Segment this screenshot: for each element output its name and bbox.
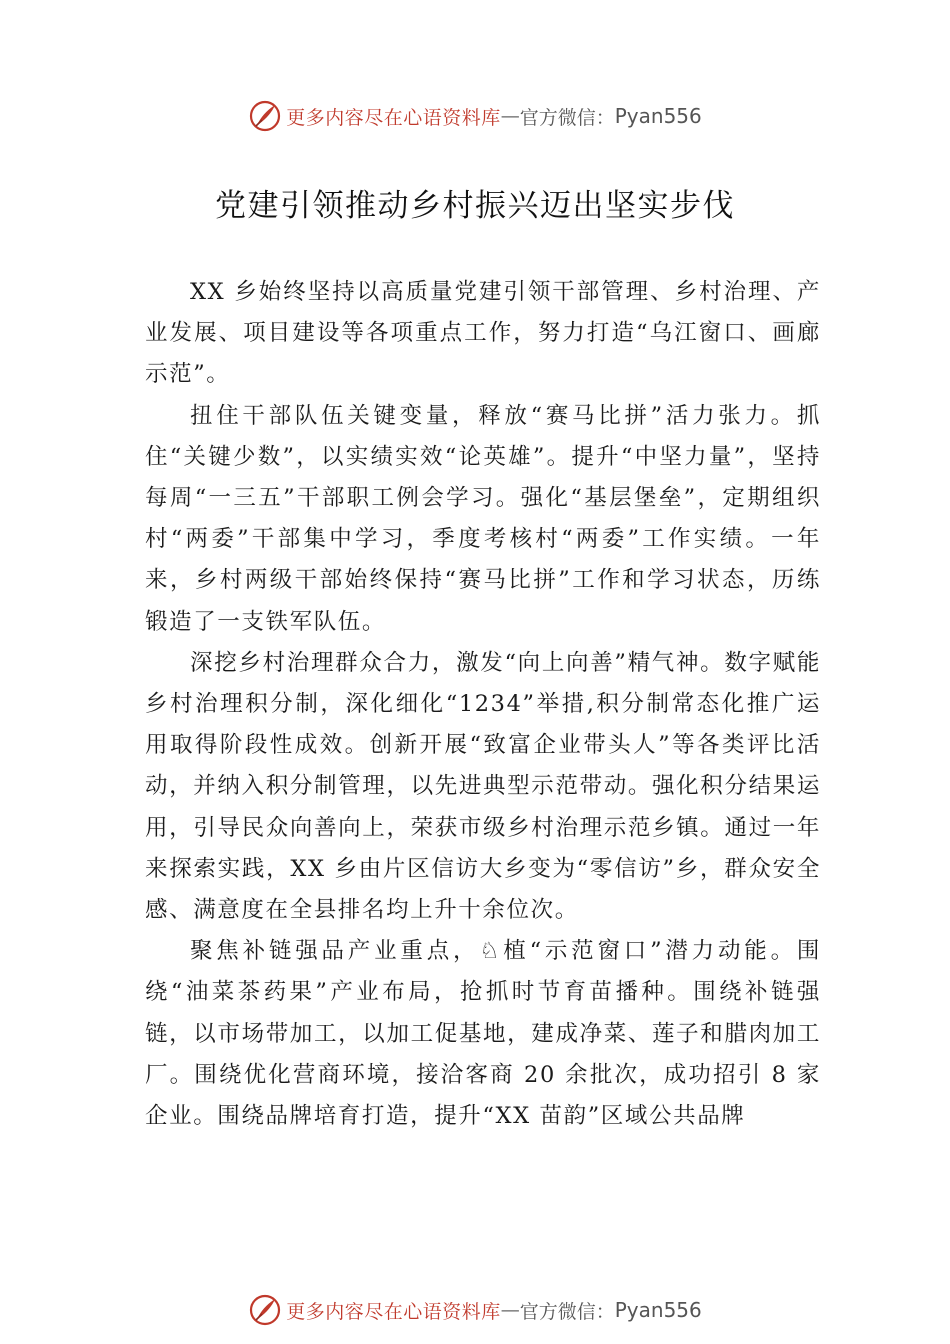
quill-pen-logo-icon: [248, 1293, 282, 1327]
banner-wechat-label: 官方微信：: [519, 106, 615, 129]
banner-wechat-id: Pyan556: [614, 104, 702, 128]
footer-banner: [0, 1290, 950, 1330]
paragraph-cadres: 扭住干部队伍关键变量，释放“赛马比拼”活力张力。抓住“关键少数”，以实绩实效“论英雄”。提升“中坚力量”，坚持每周“一三五”干部职工例会学习。强化“基层堡垒”，定期组织村“两委”干部集中学习，季度考核村“两委”工作实绩。一年来，乡村两级干部始终保持“赛马比拼”工作和学习状态，历练锻造了一支铁军队伍。: [145, 402, 821, 635]
footer-wechat-id: Pyan556: [614, 1298, 702, 1322]
footer-wechat-label: 官方微信：: [519, 1300, 615, 1323]
document-body: [145, 272, 821, 1137]
footer-brand-text: 更多内容尽在心语资料库: [286, 1300, 501, 1323]
document-title: 党建引领推动乡村振兴迈出坚实步伐: [215, 188, 735, 224]
quill-pen-logo-icon: [248, 99, 282, 133]
header-banner: [0, 96, 950, 136]
footer-separator: —: [500, 1299, 520, 1321]
banner-separator: —: [500, 105, 520, 127]
banner-brand-text: 更多内容尽在心语资料库: [286, 106, 501, 129]
paragraph-intro: XX 乡始终坚持以高质量党建引领干部管理、乡村治理、产业发展、项目建设等各项重点工作，努力打造“乌江窗口、画廊示范”。: [145, 279, 821, 388]
paragraph-industry: 聚焦补链强品产业重点，♘植“示范窗口”潜力动能。围绕“油菜茶药果”产业布局，抢抓时节育苗播种。围绕补链强链，以市场带加工，以加工促基地，建成净菜、莲子和腊肉加工厂。围绕优化营商环境，接洽客商 20 余批次，成功招引 8 家企业。围绕品牌培育打造，提升“XX 苗韵”区域公共品牌: [145, 938, 821, 1130]
paragraph-governance: 深挖乡村治理群众合力，激发“向上向善”精气神。数字赋能乡村治理积分制，深化细化“1234”举措,积分制常态化推广运用取得阶段性成效。创新开展“致富企业带头人”等各类评比活动，并纳入积分制管理，以先进典型示范带动。强化积分结果运用，引导民众向善向上，荣获市级乡村治理示范乡镇。通过一年来探索实践，XX 乡由片区信访大乡变为“零信访”乡，群众安全感、满意度在全县排名均上升十余位次。: [145, 649, 821, 924]
